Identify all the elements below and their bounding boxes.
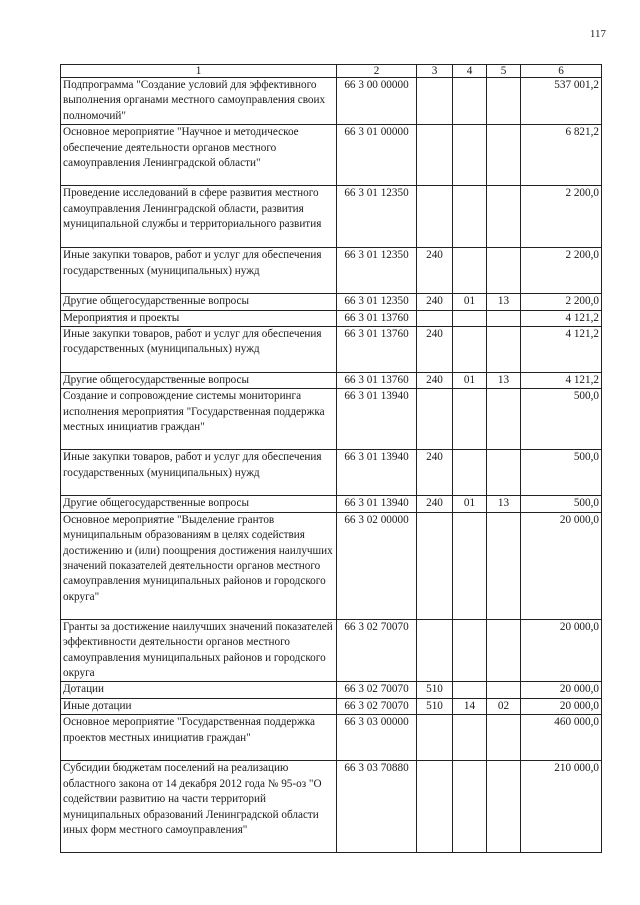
row-sum: 4 121,2: [521, 310, 602, 326]
row-name: Иные дотации: [61, 698, 337, 714]
row-code: 66 3 01 13940: [337, 450, 417, 496]
row-subsection: [487, 450, 521, 496]
table-row: [61, 698, 602, 714]
row-name: Другие общегосударственные вопросы: [61, 496, 337, 512]
row-expense-type: [417, 761, 453, 853]
row-code: 66 3 01 12350: [337, 294, 417, 310]
row-subsection: [487, 78, 521, 125]
row-code: 66 3 01 13940: [337, 389, 417, 450]
table-row: [61, 294, 602, 310]
row-expense-type: 240: [417, 496, 453, 512]
row-section: [453, 248, 487, 294]
table-row: [61, 450, 602, 496]
row-name: Иные закупки товаров, работ и услуг для обеспечения государственных (муниципальных) нужд: [61, 450, 337, 496]
row-expense-type: [417, 125, 453, 186]
row-subsection: 13: [487, 496, 521, 512]
row-sum: 2 200,0: [521, 186, 602, 248]
row-section: 01: [453, 496, 487, 512]
row-name: Подпрограмма "Создание условий для эффективного выполнения органами местного самоуправления своих полномочий": [61, 78, 337, 125]
row-code: 66 3 01 13760: [337, 310, 417, 326]
row-subsection: 13: [487, 294, 521, 310]
row-expense-type: [417, 619, 453, 682]
row-expense-type: 240: [417, 327, 453, 373]
row-name: Субсидии бюджетам поселений на реализацию областного закона от 14 декабря 2012 года № 95-оз "О содействии развитию на части территорий муниципальных образований Ленинградской области иных форм местного самоуправления": [61, 761, 337, 853]
row-sum: 6 821,2: [521, 125, 602, 186]
row-subsection: [487, 715, 521, 761]
row-code: 66 3 03 00000: [337, 715, 417, 761]
row-name: Мероприятия и проекты: [61, 310, 337, 326]
row-code: 66 3 02 70070: [337, 698, 417, 714]
row-name: Основное мероприятие "Научное и методическое обеспечение деятельности органов местного самоуправления Ленинградской области": [61, 125, 337, 186]
row-sum: 20 000,0: [521, 619, 602, 682]
row-sum: 500,0: [521, 496, 602, 512]
row-expense-type: 240: [417, 248, 453, 294]
row-subsection: [487, 389, 521, 450]
row-sum: 500,0: [521, 389, 602, 450]
row-code: 66 3 01 13760: [337, 327, 417, 373]
row-section: 01: [453, 294, 487, 310]
row-sum: 20 000,0: [521, 698, 602, 714]
row-name: Другие общегосударственные вопросы: [61, 294, 337, 310]
row-code: 66 3 00 00000: [337, 78, 417, 125]
row-subsection: [487, 186, 521, 248]
row-code: 66 3 01 12350: [337, 186, 417, 248]
row-section: [453, 78, 487, 125]
row-section: [453, 310, 487, 326]
row-section: [453, 512, 487, 619]
row-sum: 20 000,0: [521, 682, 602, 698]
row-subsection: [487, 327, 521, 373]
row-section: [453, 619, 487, 682]
row-expense-type: 240: [417, 373, 453, 389]
row-sum: 210 000,0: [521, 761, 602, 853]
row-name: Дотации: [61, 682, 337, 698]
table-header-row: [61, 65, 602, 78]
row-name: Основное мероприятие "Государственная поддержка проектов местных инициатив граждан": [61, 715, 337, 761]
row-sum: 4 121,2: [521, 373, 602, 389]
budget-table: [60, 64, 602, 853]
table-row: [61, 619, 602, 682]
table-row: [61, 715, 602, 761]
row-section: [453, 389, 487, 450]
row-expense-type: 240: [417, 450, 453, 496]
row-subsection: 02: [487, 698, 521, 714]
table-row: [61, 761, 602, 853]
row-code: 66 3 01 12350: [337, 248, 417, 294]
row-expense-type: 510: [417, 682, 453, 698]
row-section: [453, 761, 487, 853]
row-code: 66 3 02 70070: [337, 619, 417, 682]
row-subsection: [487, 248, 521, 294]
row-code: 66 3 01 00000: [337, 125, 417, 186]
row-expense-type: 510: [417, 698, 453, 714]
row-name: Другие общегосударственные вопросы: [61, 373, 337, 389]
row-sum: 537 001,2: [521, 78, 602, 125]
row-name: Основное мероприятие "Выделение грантов муниципальным образованиям в целях содействия достижению и (или) поощрения достижения наилучших значений показателей деятельности органов местного самоуправления муниципальных районов и городского округа": [61, 512, 337, 619]
row-subsection: [487, 125, 521, 186]
row-sum: 500,0: [521, 450, 602, 496]
row-subsection: 13: [487, 373, 521, 389]
table-row: [61, 512, 602, 619]
row-name: Создание и сопровождение системы мониторинга исполнения мероприятия "Государственная поддержка местных инициатив граждан": [61, 389, 337, 450]
row-code: 66 3 03 70880: [337, 761, 417, 853]
row-sum: 4 121,2: [521, 327, 602, 373]
table-row: [61, 682, 602, 698]
table-row: [61, 373, 602, 389]
table-row: [61, 310, 602, 326]
row-subsection: [487, 512, 521, 619]
row-code: 66 3 02 00000: [337, 512, 417, 619]
row-section: [453, 450, 487, 496]
row-code: 66 3 01 13760: [337, 373, 417, 389]
row-name: Иные закупки товаров, работ и услуг для обеспечения государственных (муниципальных) нужд: [61, 327, 337, 373]
column-header: 1: [61, 65, 337, 78]
column-header: 2: [337, 65, 417, 78]
row-expense-type: [417, 389, 453, 450]
row-code: 66 3 01 13940: [337, 496, 417, 512]
row-sum: 20 000,0: [521, 512, 602, 619]
row-expense-type: [417, 186, 453, 248]
row-expense-type: [417, 78, 453, 125]
row-subsection: [487, 682, 521, 698]
table-row: [61, 78, 602, 125]
row-section: [453, 682, 487, 698]
row-section: [453, 125, 487, 186]
row-sum: 460 000,0: [521, 715, 602, 761]
row-expense-type: 240: [417, 294, 453, 310]
column-header: 3: [417, 65, 453, 78]
table-row: [61, 125, 602, 186]
row-code: 66 3 02 70070: [337, 682, 417, 698]
column-header: 4: [453, 65, 487, 78]
table-row: [61, 496, 602, 512]
row-subsection: [487, 761, 521, 853]
row-expense-type: [417, 310, 453, 326]
row-subsection: [487, 619, 521, 682]
row-sum: 2 200,0: [521, 248, 602, 294]
column-header: 5: [487, 65, 521, 78]
table-row: [61, 248, 602, 294]
row-section: 14: [453, 698, 487, 714]
row-section: [453, 186, 487, 248]
row-name: Проведение исследований в сфере развития местного самоуправления Ленинградской области, развития муниципальной службы и территориального развития: [61, 186, 337, 248]
row-section: 01: [453, 373, 487, 389]
page-number: 117: [589, 28, 606, 40]
row-section: [453, 715, 487, 761]
column-header: 6: [521, 65, 602, 78]
row-name: Иные закупки товаров, работ и услуг для обеспечения государственных (муниципальных) нужд: [61, 248, 337, 294]
row-expense-type: [417, 512, 453, 619]
row-name: Гранты за достижение наилучших значений показателей эффективности деятельности органов местного самоуправления муниципальных районов и городского округа: [61, 619, 337, 682]
row-section: [453, 327, 487, 373]
row-sum: 2 200,0: [521, 294, 602, 310]
table-row: [61, 327, 602, 373]
table-row: [61, 186, 602, 248]
row-expense-type: [417, 715, 453, 761]
table-row: [61, 389, 602, 450]
row-subsection: [487, 310, 521, 326]
